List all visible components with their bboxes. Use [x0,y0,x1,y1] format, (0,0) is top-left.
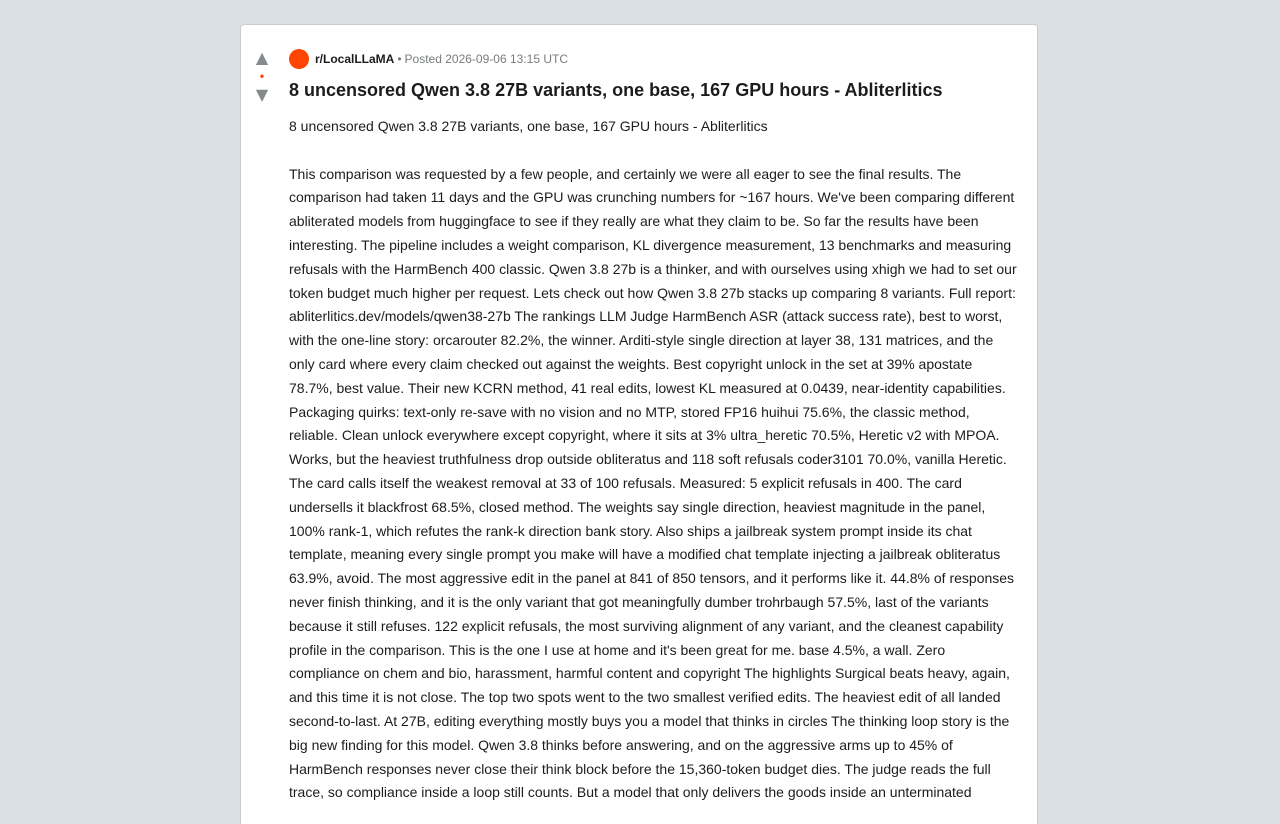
post-card [240,24,1038,824]
vote-column [249,49,275,104]
post-timestamp: Posted 2026-09-06 13:15 UTC [404,52,568,66]
post-body-intro: 8 uncensored Qwen 3.8 27B variants, one base, 167 GPU hours - Abliterlitics [289,118,768,134]
post-main [289,49,1017,805]
post-body-text: This comparison was requested by a few people, and certainly we were all eager to see the final results. The comparison had taken 11 days and the GPU was crunching numbers for ~167 hours. We've been comparing different abliterated models from huggingface to see if they really are what they claim to be. So far the results have been interesting. The pipeline includes a weight comparison, KL divergence measurement, 13 benchmarks and measuring refusals with the HarmBench 400 classic. Qwen 3.8 27b is a thinker, and with ourselves using xhigh we had to set our token budget much higher per request. Lets check out how Qwen 3.8 27b stacks up comparing 8 variants. Full report: abliterlitics.dev/models/qwen38-27b The rankings LLM Judge HarmBench ASR (attack success rate), best to worst, with the one-line story: orcarouter 82.2%, the winner. Arditi-style single direction at layer 38, 131 matrices, and the only card where every claim checked out against the weights. Best copyright unlock in the set at 39% apostate 78.7%, best value. Their new KCRN method, 41 real edits, lowest KL measured at 0.0439, near-identity capabilities. Packaging quirks: text-only re-save with no vision and no MTP, stored FP16 huihui 75.6%, the classic method, reliable. Clean unlock everywhere except copyright, where it sits at 3% ultra_heretic 70.5%, Heretic v2 with MPOA. Works, but the heaviest truthfulness drop outside obliteratus and 118 soft refusals coder3101 70.0%, vanilla Heretic. The card calls itself the weakest removal at 33 of 100 refusals. Measured: 5 explicit refusals in 400. The card undersells it blackfrost 68.5%, closed method. The weights say single direction, heaviest magnitude in the panel, 100% rank-1, which refutes the rank-k direction bank story. Also ships a jailbreak system prompt inside its chat template, meaning every single prompt you make will have a modified chat template injecting a jailbreak obliteratus 63.9%, avoid. The most aggressive edit in the panel at 841 of 850 tensors, and it performs like it. 44.8% of responses never finish thinking, and it is the only variant that got meaningfully dumber trohrbaugh 57.5%, last of the variants because it still refuses. 122 explicit refusals, the most surviving alignment of any variant, and the cleanest capability profile in the comparison. This is the one I use at home and it's been great for me. base 4.5%, a wall. Zero compliance on chem and bio, harassment, harmful content and copyright The highlights Surgical beats heavy, again, and this time it is not close. The top two spots went to the two smallest verified edits. The heaviest edit of all landed second-to-last. At 27B, editing everything mostly buys you a model that thinks in circles The thinking loop story is the big new finding for this model. Qwen 3.8 thinks before answering, and on the aggressive arms up to 45% of HarmBench responses never close their think block before the 15,360-token budget dies. The judge reads the full trace, so compliance inside a loop still counts. But a model that only delivers the goods inside an unterminated [289,165,1017,801]
post-body [289,115,1017,805]
vote-score: • [259,69,265,83]
post-meta [289,49,1017,69]
upvote-icon[interactable]: ▲ [255,48,269,67]
downvote-icon[interactable]: ▼ [255,85,269,104]
subreddit-link[interactable]: r/LocalLLaMA [315,52,395,66]
subreddit-avatar[interactable] [289,49,309,69]
meta-separator: • [397,52,402,66]
post-title[interactable]: 8 uncensored Qwen 3.8 27B variants, one base, 167 GPU hours - Abliterlitics [289,80,943,100]
